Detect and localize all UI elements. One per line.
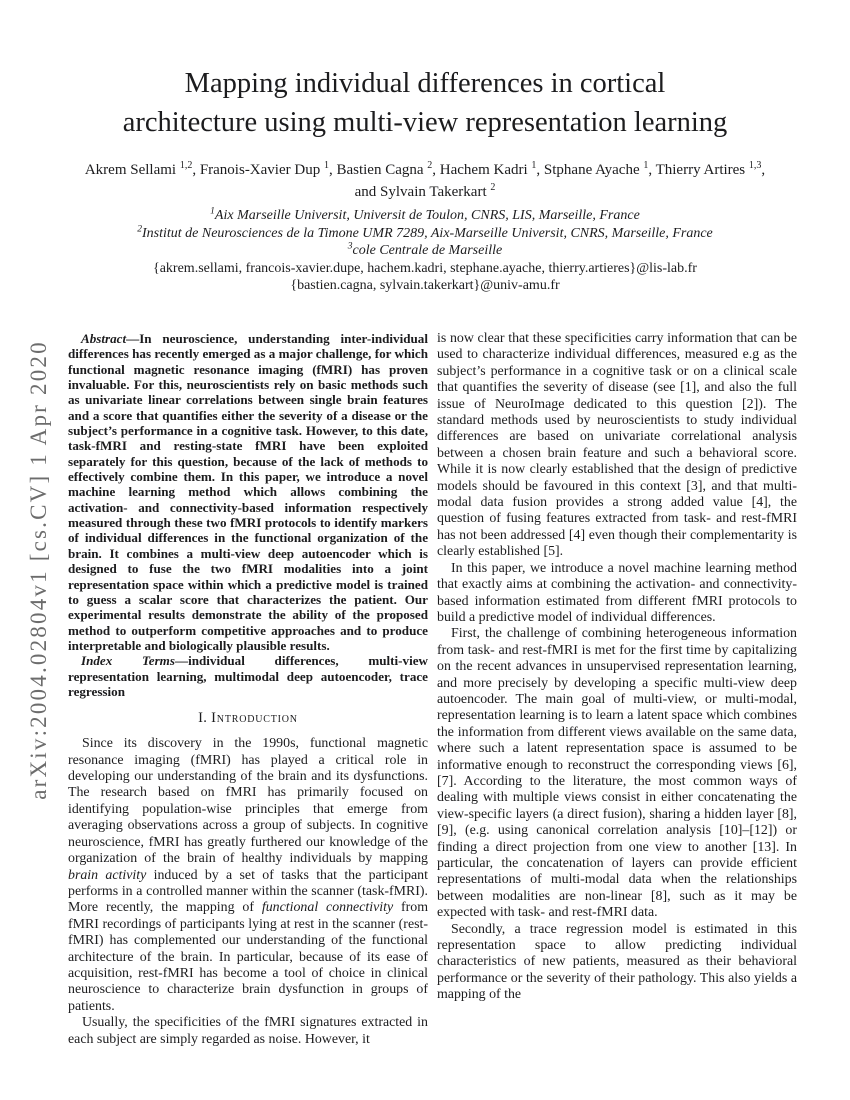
intro-paragraph-3: In this paper, we introduce a novel machine learning method that exactly aims at combining the activation- and connectivity-based information estimated from different fMRI protocols to build a predictive model of individual differences. — [437, 560, 797, 625]
index-terms-paragraph: Index Terms—individual differences, multi-view representation learning, multimodal deep autoencoder, trace regression — [68, 653, 428, 699]
abstract-paragraph: Abstract—In neuroscience, understanding inter-individual differences has recently emerged as a major challenge, for which functional magnetic resonance imaging (fMRI) has proven invaluable. For this, neuroscientists rely on basic methods such as univariate linear correlations between single brain features and a score that quantifies either the severity of a disease or the subject’s performance in a cognitive task. However, to this date, task-fMRI and resting-state fMRI have been exploited separately for this question, because of the lack of methods to effectively combine them. In this paper, we introduce a novel machine learning method which allows combining the activation- and connectivity-based information respectively measured through these two fMRI protocols to identify markers of individual differences in the functional organization of the brain. It combines a multi-view deep autoencoder which is designed to fuse the two fMRI modalities into a joint representation space within which a predictive model is trained to guess a scalar score that characterizes the patient. Our experimental results demonstrate the ability of the proposed method to outperform competitive approaches and to produce interpretable and biologically plausible results. — [68, 331, 428, 653]
intro-paragraph-4: First, the challenge of combining heterogeneous information from task- and rest-fMRI is met for the first time by capitalizing on the recent advances in unsupervised representation learning, and more precisely by developing a specific multi-view deep autoencoder. The main goal of multi-view, or multi-modal, representation learning is to learn a latent space which combines the information from different views available on the same data, where such a latent representation space is assumed to be informative enough to reconstruct the corresponding views [6], [7]. According to the literature, the most common ways of dealing with multiple views consist in either concatenating the view-specific layers (a direct fusion), sharing a hidden layer [8], [9], (e.g. using canonical correlation analysis [10]–[12]) or finding a direct projection from one view to another [13]. In particular, the concatenation of layers can provide efficient representations of multi-modal data when the relationships between modalities are non-linear [8], such as it may be expected with task- and rest-fMRI data. — [437, 626, 797, 921]
authors-line-2: and Sylvain Takerkart $^2$ — [354, 181, 496, 200]
intro-paragraph-1: Since its discovery in the 1990s, functional magnetic resonance imaging (fMRI) has played a critical role in developing our understanding of the brain and its dysfunctions. The research based on fMRI has primarily focused on identifying population-wise principles that emerge from averaging observations across a group of subjects. In cognitive neuroscience, fMRI has greatly furthered our knowledge of the organization of the brain of healthy individuals by mapping brain activity induced by a set of tasks that the participant performs in a controlled manner within the scanner (task-fMRI). More recently, the mapping of functional connectivity from fMRI recordings of participants lying at rest in the scanner (rest-fMRI) has complemented our understanding of the functional architecture of the brain. In particular, because of its ease of acquisition, rest-fMRI has become a tool of choice in clinical neuroscience to characterize brain dysfunction in groups of patients. — [68, 736, 429, 1014]
affiliation-line-1: $^1$Aix Marseille Universit, Universit de Toulon, CNRS, LIS, Marseille, France — [210, 206, 640, 223]
right-column — [437, 331, 797, 1048]
intro-paragraph-5: Secondly, a trace regression model is estimated in this representation space to allow predicting individual characteristics of new patients, measured as their behavioral performance or the severity of their pathology. This also yields a mapping of the — [437, 921, 797, 1003]
authors-block — [60, 160, 790, 203]
intro-paragraph-2-continued: is now clear that these specificities carry information that can be used to characterize individual differences, measured e.g as the subject’s performance in a cognitive task or on a clinical scale that quantifies the severity of disease (see [1], and also the full issue of NeuroImage dedicated to this question [2]). The standard methods used by neuroscientists to study individual differences are based on univariate correlational analysis between a chosen brain feature and such a behavioral score. While it is now clearly established that the design of predictive models should be favoured in this context [3], and that multi-modal data fusion provides a strong added value [4], the question of fusing features extracted from task- and rest-fMRI has not been addressed [4] even though their complementarity is clearly established [5]. — [437, 331, 797, 560]
paper-title — [60, 64, 790, 142]
affiliations-block — [60, 207, 790, 295]
affiliation-line-2: $^2$Institut de Neurosciences de la Timone UMR 7289, Aix-Marseille Universit, CNRS, Marseille, France — [137, 223, 713, 241]
section-title: Introduction — [211, 710, 298, 727]
email-line-1: {akrem.sellami, francois-xavier.dupe, hachem.kadri, stephane.ayache, thierry.artieres}@lis-lab.fr — [153, 260, 697, 276]
authors-line-1: Akrem Sellami $^{1,2}$, Franois-Xavier Dup $^1$, Bastien Cagna $^2$, Hachem Kadri $^1$, Stphane Ayache $^1$, Thierry Artires $^{1,3}$, — [84, 160, 766, 178]
section-number: I. — [198, 710, 208, 727]
arxiv-watermark: arXiv:2004.02804v1 [cs.CV] 1 Apr 2020 — [26, 340, 51, 800]
affiliation-line-3: $^3$cole Centrale de Marseille — [347, 241, 503, 259]
intro-paragraph-2: Usually, the specificities of the fMRI signatures extracted in each subject are simply regarded as noise. However, it — [68, 1015, 428, 1047]
email-line-2: {bastien.cagna, sylvain.takerkart}@univ-amu.fr — [290, 278, 560, 294]
left-column — [68, 331, 428, 1048]
two-column-body — [68, 331, 797, 1048]
title-line-2: architecture using multi-view representation learning — [122, 107, 728, 138]
title-line-1: Mapping individual differences in cortical — [184, 68, 666, 99]
paper-header — [60, 64, 790, 295]
section-heading-introduction — [68, 710, 428, 727]
